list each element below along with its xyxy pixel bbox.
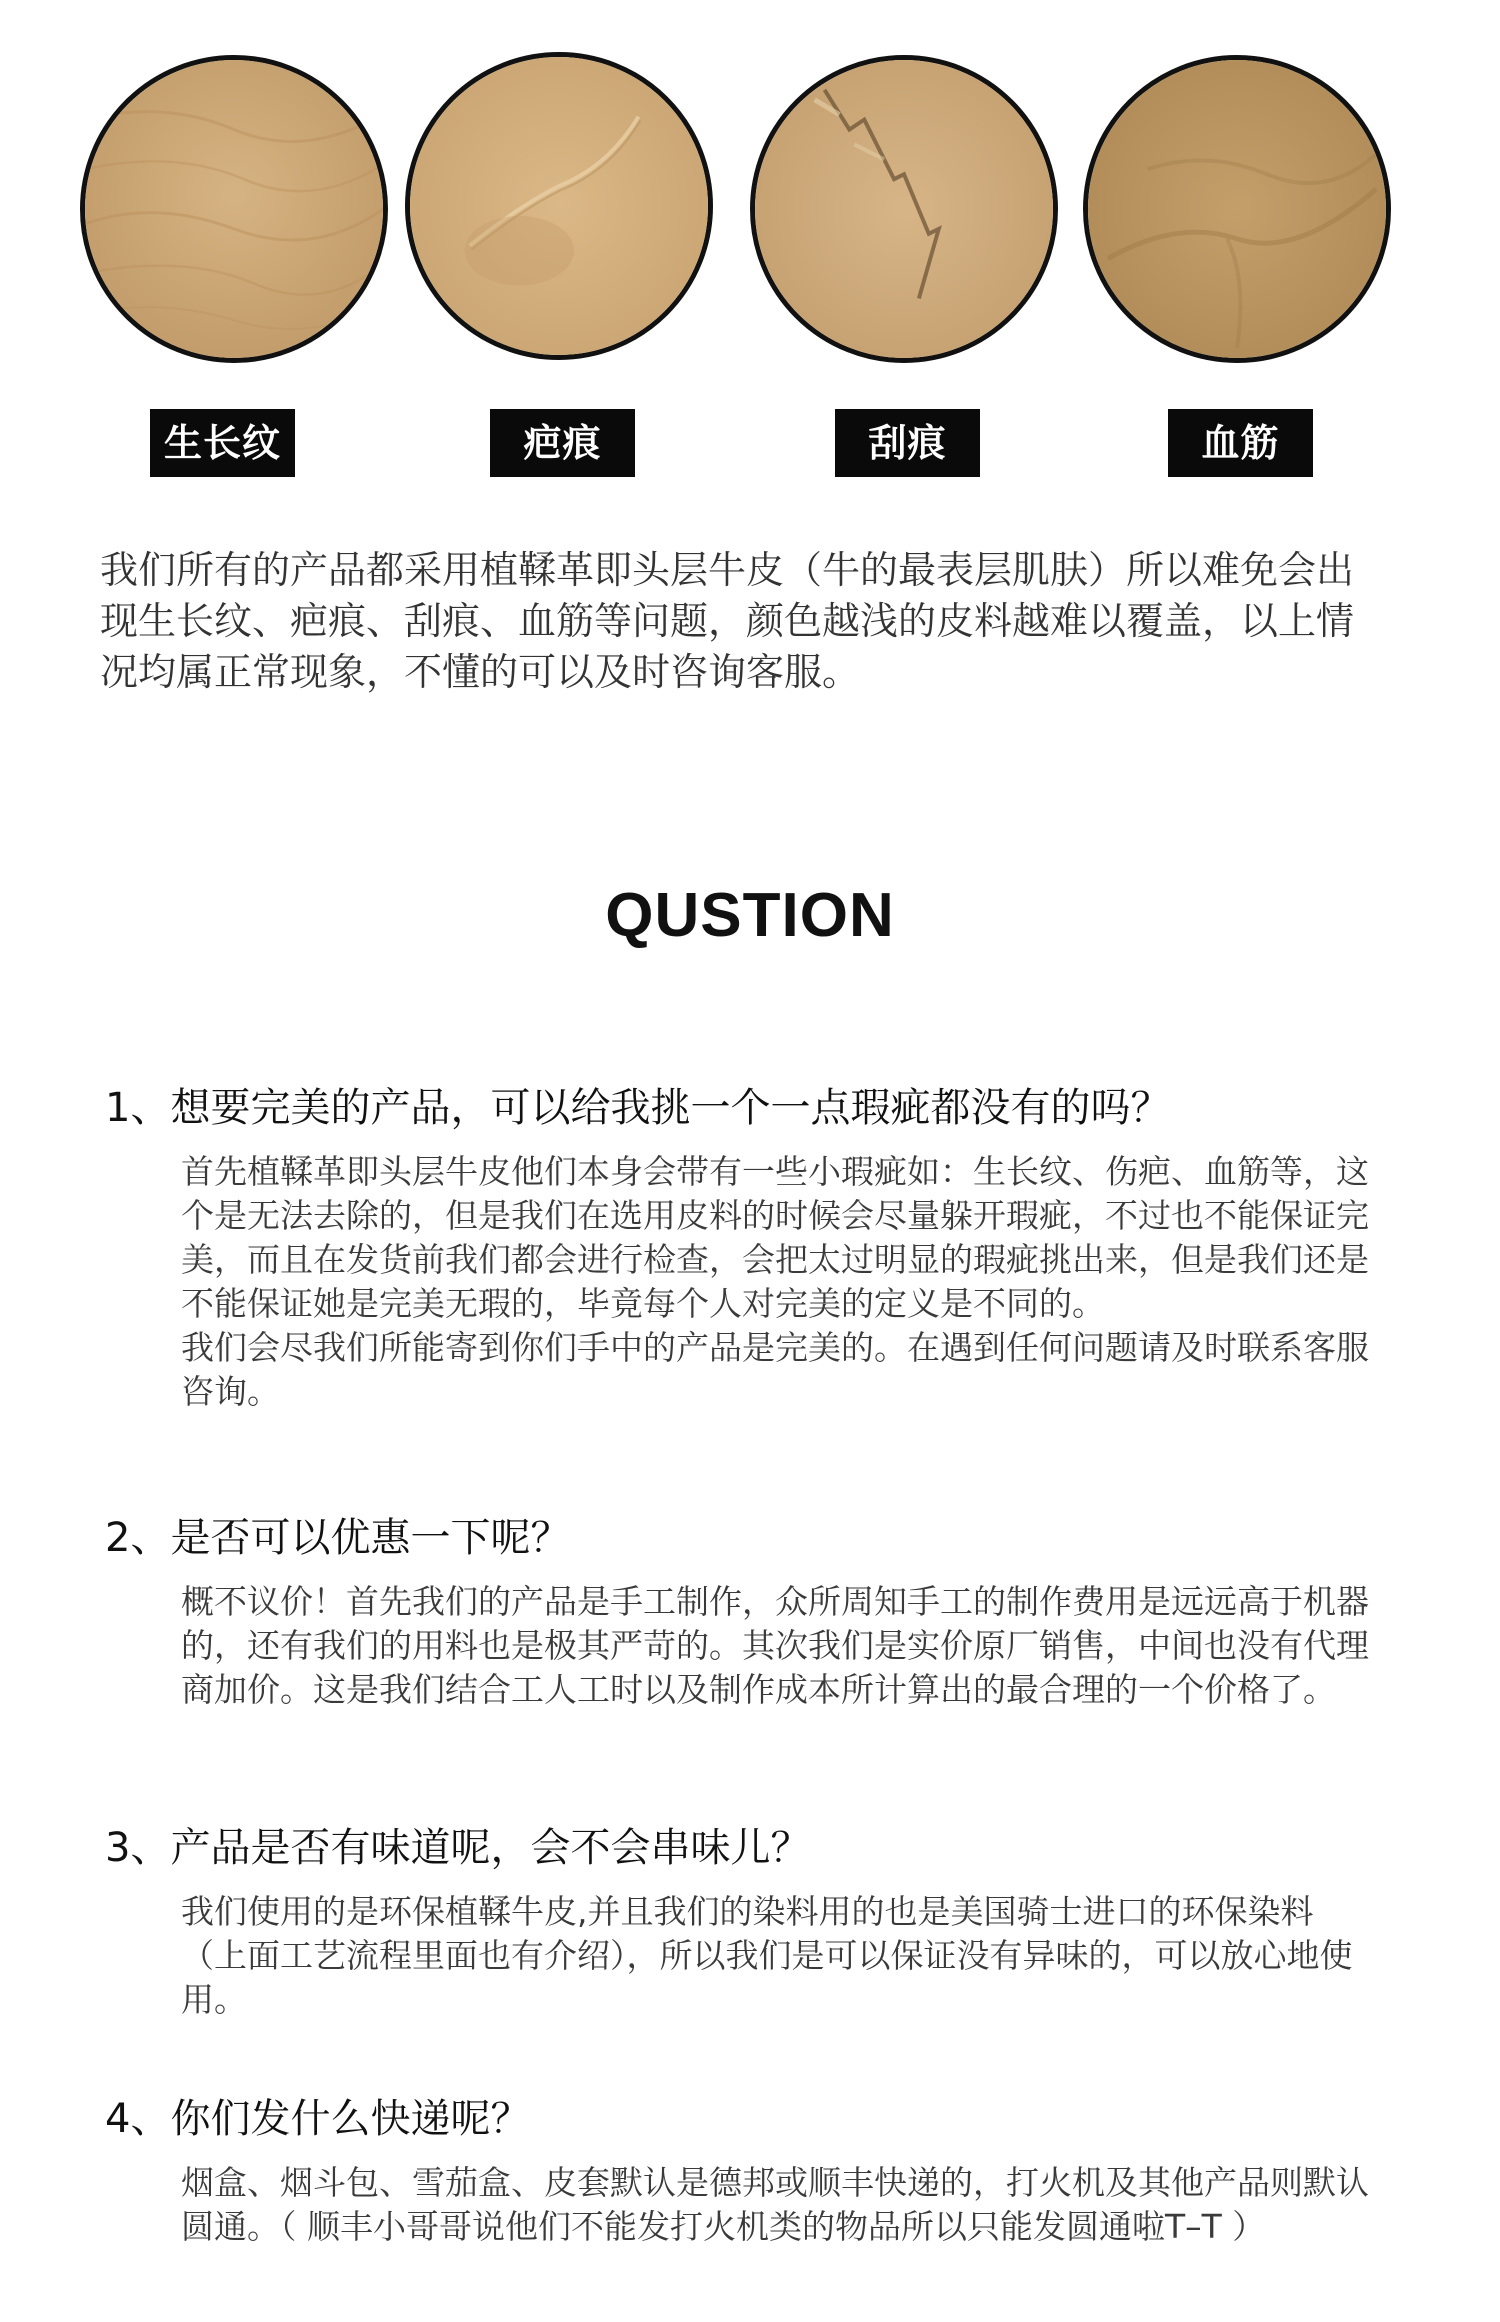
scratch-swatch (750, 55, 1058, 363)
vein-marks-swatch (1083, 55, 1391, 363)
intro-text: 我们所有的产品都采用植鞣革即头层牛皮（牛的最表层肌肤）所以难免会出现生长纹、疤痕、刮痕、血筋等问题，颜色越浅的皮料越难以覆盖，以上情况均属正常现象，不懂的可以及时咨询客服。 (100, 548, 1355, 694)
faq-item-1 (105, 1082, 1405, 1414)
faq-question: 4、你们发什么快递呢？ (105, 2096, 531, 2142)
faq-answer-paragraph: 首先植鞣革即头层牛皮他们本身会带有一些小瑕疵如：生长纹、伤疤、血筋等，这个是无法去除的，但是我们在选用皮料的时候会尽量躲开瑕疵，不过也不能保证完美，而且在发货前我们都会进行检查，会把太过明显的瑕疵挑出来，但是我们还是不能保证她是完美无瑕的，毕竟每个人对完美的定义是不同的。 (181, 1152, 1369, 1323)
scar-swatch (405, 52, 713, 360)
faq-item-2 (105, 1512, 1405, 1712)
faq-answer-paragraph: 烟盒、烟斗包、雪茄盒、皮套默认是德邦或顺丰快递的，打火机及其他产品则默认圆通。（ 顺丰小哥哥说他们不能发打火机类的物品所以只能发圆通啦T–T ） (181, 2163, 1369, 2246)
faq-heading: QUSTION (605, 881, 895, 950)
scratch-label: 刮痕 (835, 409, 980, 477)
faq-answer-paragraph: 我们会尽我们所能寄到你们手中的产品是完美的。在遇到任何问题请及时联系客服咨询。 (181, 1328, 1369, 1411)
faq-answer (181, 2161, 1376, 2249)
faq-item-3 (105, 1822, 1405, 2022)
faq-answer-paragraph: 我们使用的是环保植鞣牛皮,并且我们的染料用的也是美国骑士进口的环保染料（上面工艺流程里面也有介绍），所以我们是可以保证没有异味的，可以放心地使用。 (181, 1892, 1353, 2019)
faq-question: 3、产品是否有味道呢，会不会串味儿？ (105, 1825, 811, 1871)
faq-answer (181, 1150, 1376, 1414)
scar-texture (410, 57, 708, 355)
faq-answer (181, 1580, 1376, 1712)
scratch-texture (755, 60, 1053, 358)
faq-question: 2、是否可以优惠一下呢？ (105, 1515, 571, 1561)
faq-question: 1、想要完美的产品，可以给我挑一个一点瑕疵都没有的吗？ (105, 1085, 1171, 1131)
vein-marks-texture (1088, 60, 1386, 358)
vein-marks-label: 血筋 (1168, 409, 1313, 477)
faq-answer (181, 1890, 1376, 2022)
growth-lines-texture (85, 60, 383, 358)
faq-answer-paragraph: 概不议价！首先我们的产品是手工制作，众所周知手工的制作费用是远远高于机器的，还有我们的用料也是极其严苛的。其次我们是实价原厂销售，中间也没有代理商加价。这是我们结合工人工时以及制作成本所计算出的最合理的一个价格了。 (181, 1582, 1369, 1709)
growth-lines-label: 生长纹 (150, 409, 295, 477)
scar-label: 疤痕 (490, 409, 635, 477)
growth-lines-swatch (80, 55, 388, 363)
defect-swatch-row (0, 0, 1500, 500)
faq-item-4 (105, 2093, 1405, 2249)
